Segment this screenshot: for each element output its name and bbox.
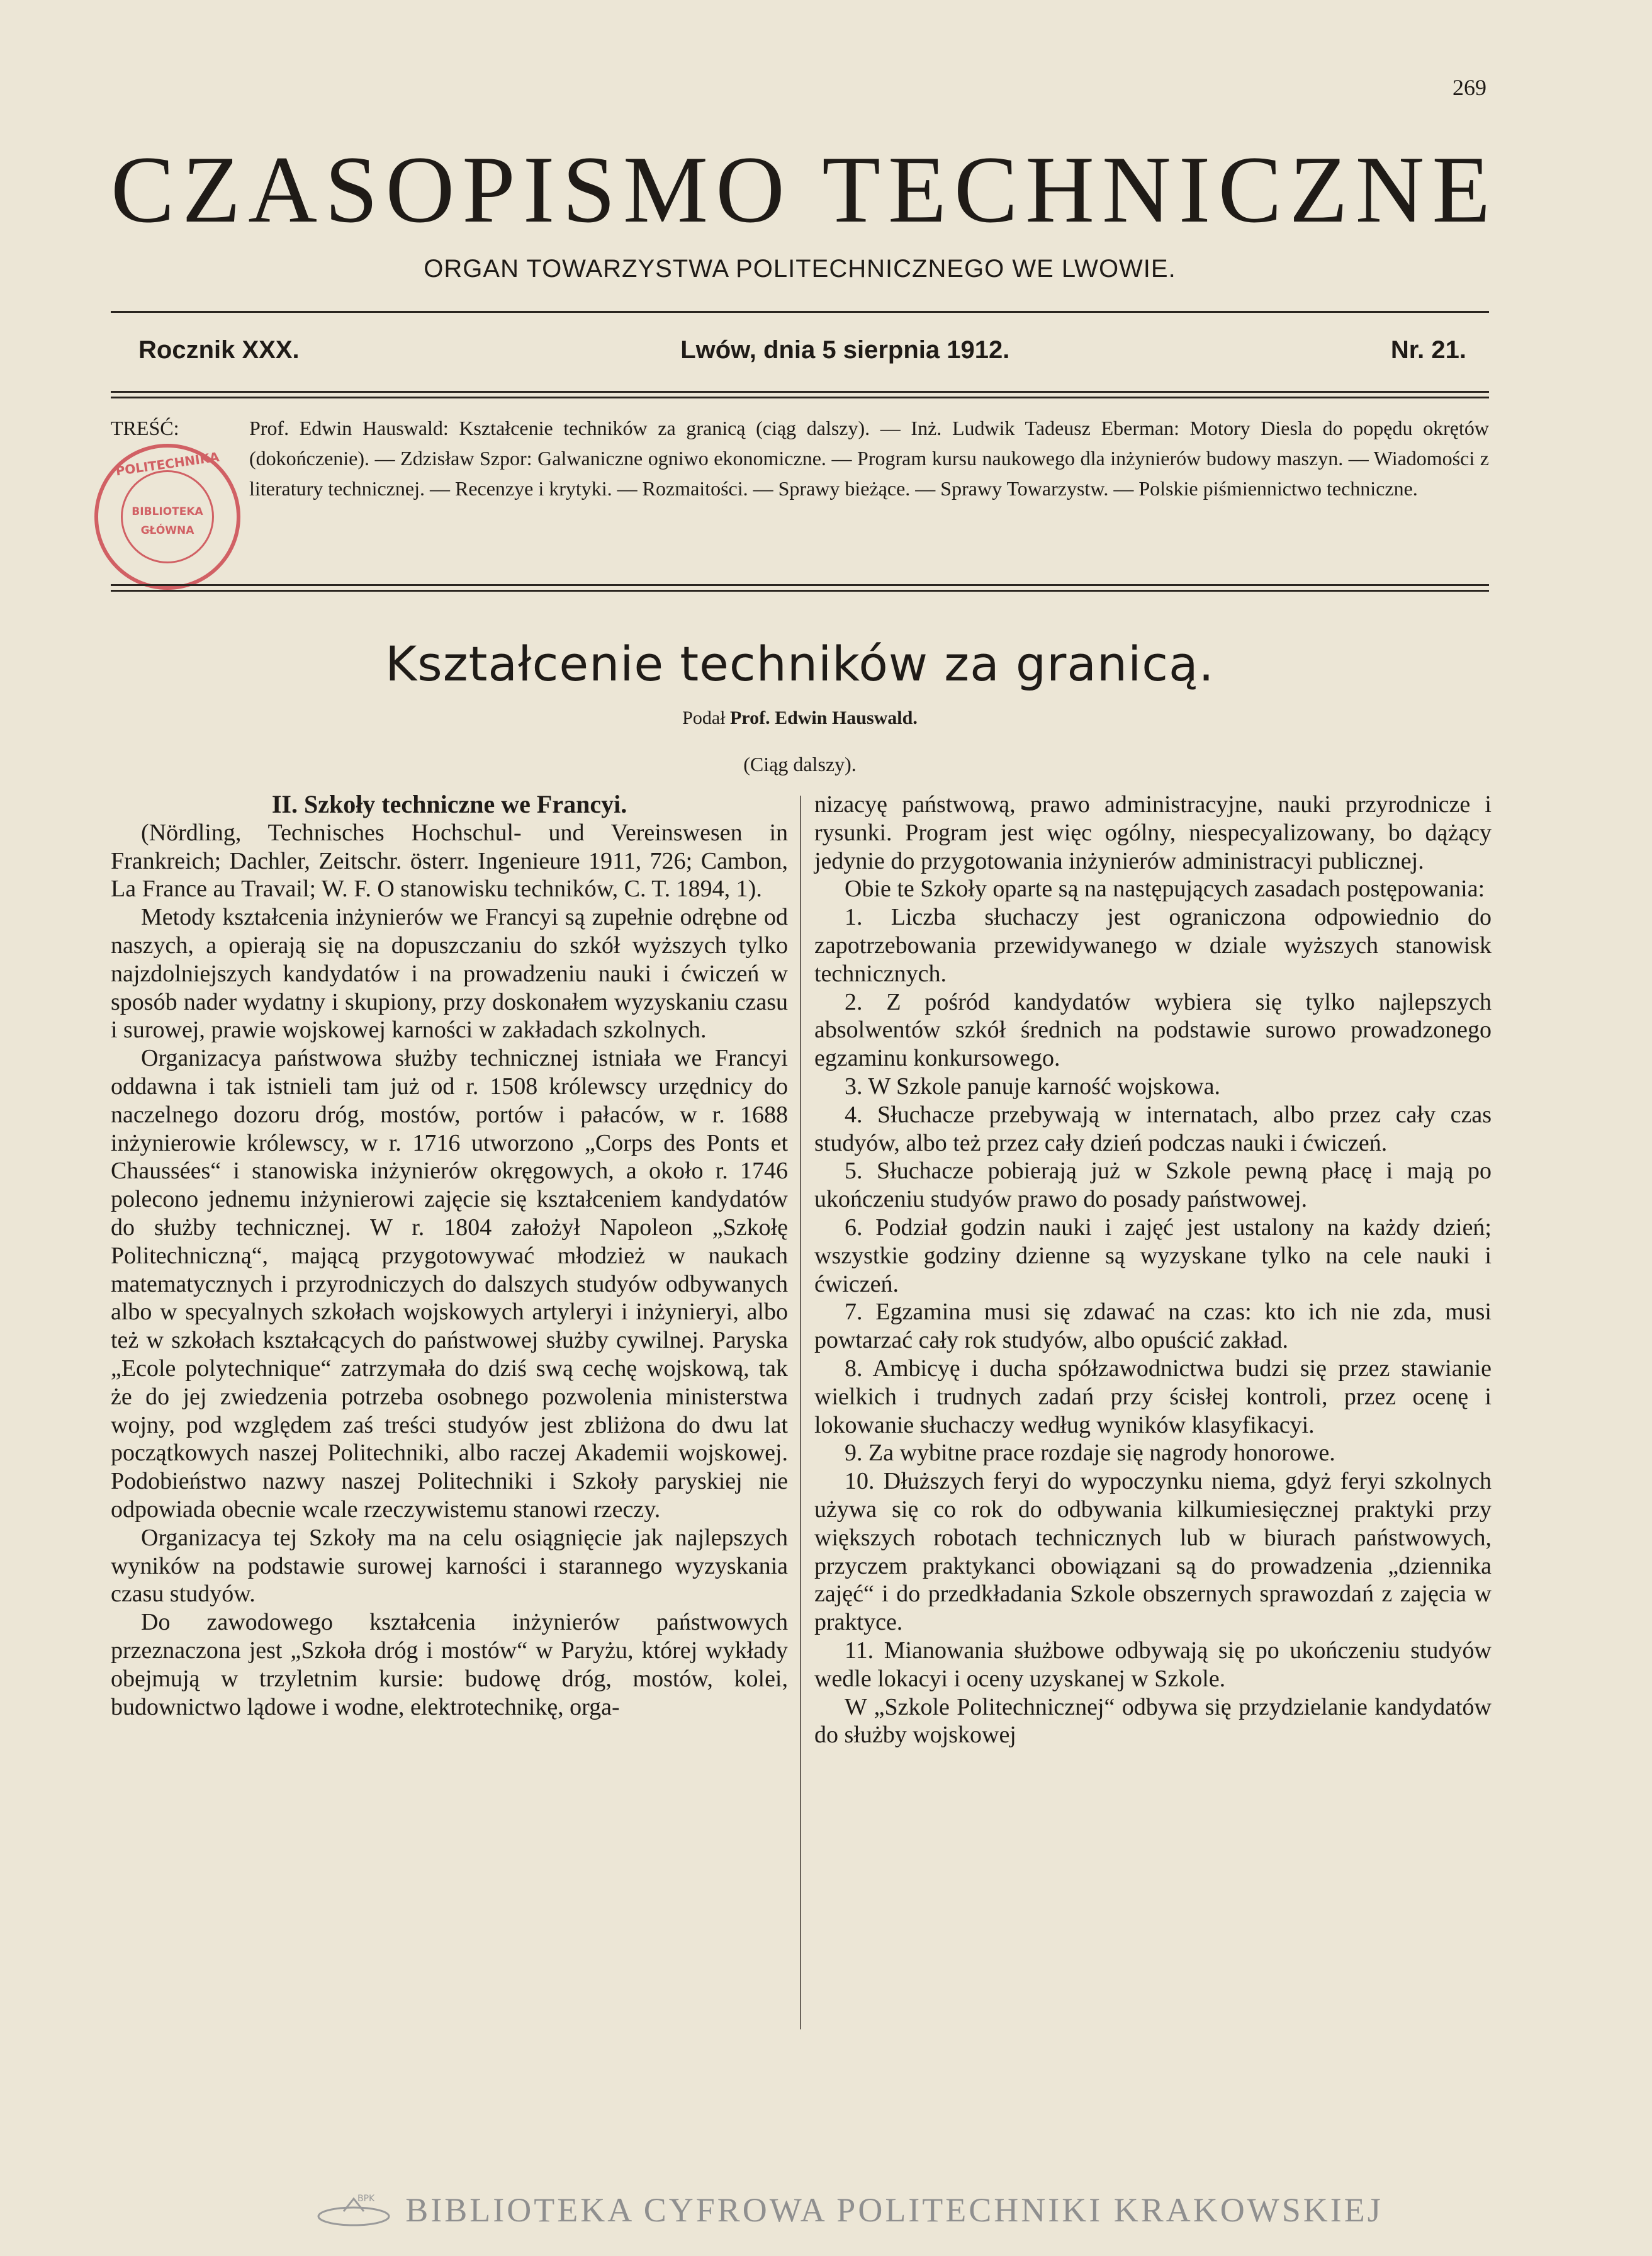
contents-rule-double-1 — [111, 584, 1489, 586]
principle-item: 1. Liczba słuchaczy jest ograniczona odpowiednio do zapotrzebowania przewidywanego w dziale wyższych stanowisk technicznych. — [814, 904, 1492, 987]
paragraph-methods: Metody kształcenia inżynierów we Francyi są zupełnie odrębne od naszych, a opierają się na dopuszczaniu do szkół wyższych tylko najzdolniejszych kandydatów i na prowadzeniu nauki i ćwiczeń w sposób nader wydatny i skupiony, przy doskonałem wyzyskaniu czasu i surowej, prawie wojskowej karności w zakładach szkolnych. — [111, 904, 788, 1044]
paragraph-organization-history: Organizacya państwowa służby technicznej istniała we Francyi oddawna i tak istnieli tam już od r. 1508 królewscy urzędnicy do naczelnego dozoru dróg, mostów, portów i pałaców, w r. 1688 inżynierowie królewscy, w r. 1716 utworzono „Corps des Ponts et Chaussées“ i stanowiska inżynierów okręgowych, a około r. 1746 polecono jednemu inżynierowi zajęcie się kształceniem kandydatów do służby technicznej. W r. 1804 założył Napoleon „Szkołę Politechniczną“, mającą przygotowywać młodzież w naukach matematycznych i przyrodniczych do dalszych studyów odbywanych albo w specyalnych szkołach wojskowych artyleryi i inżynieryi, albo też w szkołach kształcących do państwowej służby cywilnej. Paryska „Ecole polytechnique“ zatrzymała do dziś swą cechę wojskową, tak że do jej zwiedzenia potrzeba osobnego pozwolenia ministerstwa wojny, pod względem zaś treści studyów jest zbliżona do dwu lat początkowych naszej Politechniki, albo raczej Akademii wojskowej. Podobieństwo nazwy naszej Politechniki i Szkoły paryskiej nie odpowiada obecnie wcale rzeczywistemu stanowi rzeczy. — [111, 1045, 788, 1523]
article-byline — [111, 708, 1489, 729]
table-of-contents — [111, 413, 1489, 504]
paragraph-references: (Nördling, Technisches Hochschul- und Vereinswesen in Frankreich; Dachler, Zeitschr. österr. Ingenieure 1911, 726; Cambon, La France au Travail; W. F. O stanowisku techników, C. T. 1894, 1). — [111, 819, 788, 903]
stamp-line-top: POLITECHNIKA — [115, 449, 220, 479]
column-divider — [800, 796, 801, 2029]
principle-item: 3. W Szkole panuje karność wojskowa. — [845, 1073, 1220, 1100]
issue-date: Lwów, dnia 5 sierpnia 1912. — [680, 336, 1010, 364]
contents-text: Prof. Edwin Hauswald: Kształcenie techników za granicą (ciąg dalszy). — Inż. Ludwik Tadeusz Eberman: Motory Diesla do popędu okrętów (dokończenie). — Zdzisław Szpor: Galwaniczne ogniwo ekonomiczne. — Program kursu naukowego dla inżynierów budowy maszyn. — Wiadomości z literatury technicznej. — Recenzye i krytyki. — Rozmaitości. — Sprawy bieżące. — Sprawy Towarzystw. — Polskie piśmiennictwo techniczne. — [249, 417, 1489, 500]
masthead-rule-double-1 — [111, 391, 1489, 393]
library-logo-text: BPK — [357, 2194, 375, 2204]
article-column-left — [111, 791, 788, 1721]
masthead-row — [138, 336, 1466, 364]
principle-item: 10. Dłuższych feryi do wypoczynku niema, gdyż feryi szkolnych używa się co rok do odbywania kilkumiesięcznej praktyki przy większych robotach technicznych lub w biurach państwowych, przyczem praktykanci obowiązani są do prowadzenia „dziennika zajęć“ i do przedkładania Szkole obszernych sprawozdań z zajęcia w praktyce. — [814, 1468, 1492, 1636]
library-stamp — [94, 444, 240, 590]
article-title: Kształcenie techników za granicą. — [385, 636, 1215, 692]
paragraph-roads-and-bridges: Do zawodowego kształcenia inżynierów państwowych przeznaczona jest „Szkoła dróg i mostów“ w Paryżu, której wykłady obejmują w trzyletnim kursie: budowę dróg, mostów, kolei, budownictwo lądowe i wodne, elektrotechnikę, orga- — [111, 1609, 788, 1720]
issue-number: Nr. 21. — [1390, 336, 1466, 364]
continued-note: (Ciąg dalszy). — [743, 753, 857, 776]
footer-text: BIBLIOTEKA CYFROWA POLITECHNIKI KRAKOWSKIEJ — [405, 2191, 1383, 2229]
journal-title: CZASOPISMO TECHNICZNE — [111, 137, 1498, 242]
contents-rule-double-2 — [111, 590, 1489, 592]
byline-author: Prof. Edwin Hauswald. — [729, 708, 918, 728]
library-logo-icon — [316, 2192, 391, 2228]
paragraph-continuation: nizacyę państwową, prawo administracyjne, nauki przyrodnicze i rysunki. Program jest więc ogólny, niespecyalizowany, bo dążący jedynie do przygotowania inżynierów administracyi publicznej. — [814, 791, 1492, 874]
volume-label: Rocznik XXX. — [138, 336, 300, 364]
contents-label: TREŚĆ: — [111, 417, 179, 439]
principle-item: 8. Ambicyę i ducha spółzawodnictwa budzi się przez stawianie wielkich i trudnych zadań przy ścisłej kontroli, przez ocenę i lokowanie słuchaczy według wyników klasyfikacyi. — [814, 1355, 1492, 1438]
principle-item: 6. Podział godzin nauki i zajęć jest ustalony na każdy dzień; wszystkie godziny dzienne są wyzyskane tylko na cele nauki i ćwiczeń. — [814, 1214, 1492, 1297]
stamp-line-bottom: GŁÓWNA — [140, 524, 194, 537]
page-number: 269 — [1453, 75, 1486, 100]
principle-item: 4. Słuchacze przebywają w internatach, albo przez cały czas studyów, albo też przez cały dzień podczas nauki i ćwiczeń. — [814, 1101, 1492, 1156]
journal-subtitle: ORGAN TOWARZYSTWA POLITECHNICZNEGO WE LWOWIE. — [424, 255, 1176, 283]
stamp-line-middle: BIBLIOTEKA — [132, 505, 203, 518]
principle-item: 9. Za wybitne prace rozdaje się nagrody honorowe. — [845, 1440, 1335, 1467]
digital-library-footer — [252, 2191, 1447, 2230]
article-column-right — [814, 791, 1492, 1749]
paragraph-last: W „Szkole Politechnicznej“ odbywa się przydzielanie kandydatów do służby wojskowej — [814, 1693, 1492, 1749]
principle-item: 7. Egzamina musi się zdawać na czas: kto ich nie zda, musi powtarzać cały rok studyów, albo opuścić zakład. — [814, 1299, 1492, 1354]
principle-item: 2. Z pośród kandydatów wybiera się tylko najlepszych absolwentów szkół średnich na podstawie surowo prowadzonego egzaminu konkursowego. — [814, 988, 1492, 1072]
masthead-rule-double-2 — [111, 397, 1489, 398]
section-heading: II. Szkoły techniczne we Francyi. — [271, 790, 627, 818]
principle-item: 11. Mianowania służbowe odbywają się po ukończeniu studyów wedle lokacyi i oceny uzyskanej w Szkole. — [814, 1637, 1492, 1692]
paragraph-school-aim: Organizacya tej Szkoły ma na celu osiągnięcie jak najlepszych wyników na podstawie surowej karności i starannego wyzyskania czasu studyów. — [111, 1524, 788, 1608]
byline-prefix: Podał — [682, 708, 726, 728]
masthead-rule-top — [111, 311, 1489, 313]
principle-item: 5. Słuchacze pobierają już w Szkole pewną płacę i mają po ukończeniu studyów prawo do posady państwowej. — [814, 1158, 1492, 1213]
paragraph-principles-intro: Obie te Szkoły oparte są na następujących zasadach postępowania: — [845, 876, 1485, 903]
